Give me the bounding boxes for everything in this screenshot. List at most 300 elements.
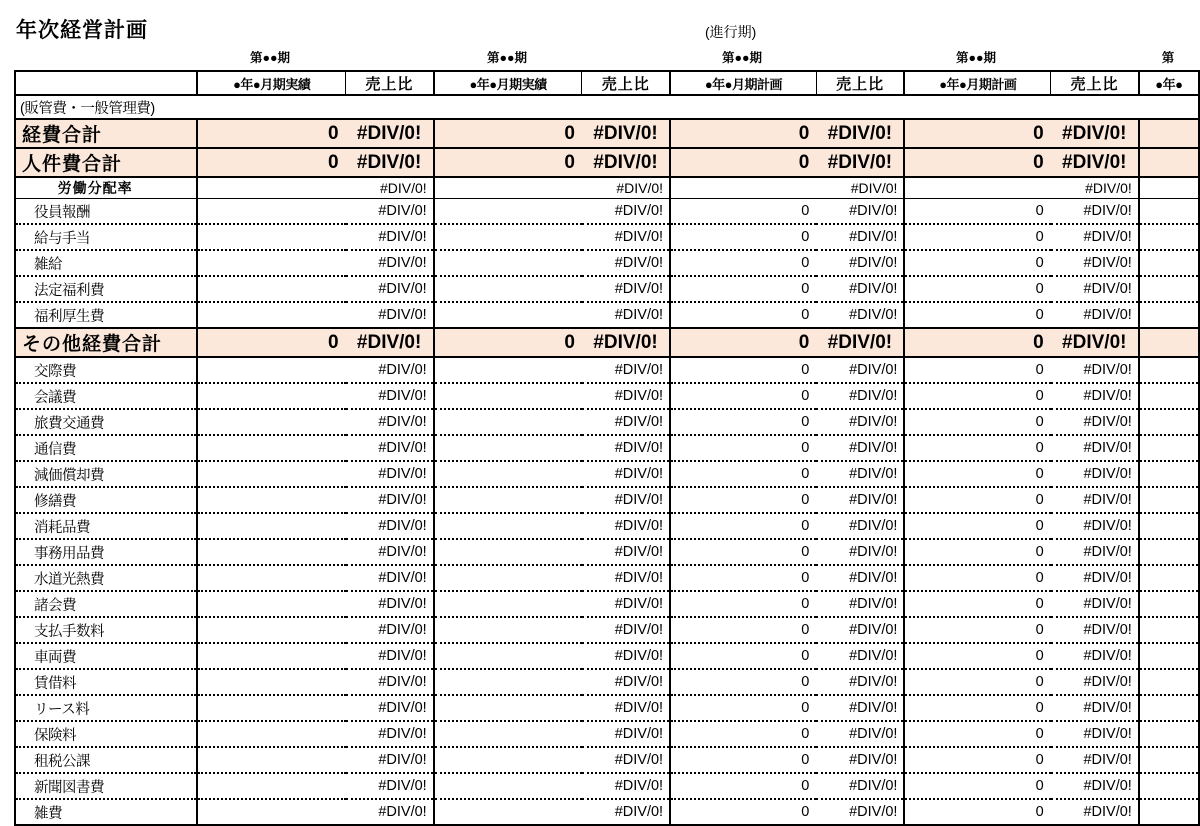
other-expense-item-value-1[interactable]	[197, 461, 345, 487]
labor-item-value-2[interactable]	[434, 199, 582, 225]
labor-item-row	[15, 276, 1199, 302]
labor-item-ratio-1[interactable]: #DIV/0!	[346, 302, 434, 328]
other-expense-item-ratio-4[interactable]: #DIV/0!	[1051, 721, 1139, 747]
other-expense-item-ratio-1[interactable]: #DIV/0!	[346, 461, 434, 487]
other-expense-item-label: 租税公課	[15, 747, 197, 773]
other-expense-item-ratio-2[interactable]: #DIV/0!	[582, 383, 670, 409]
column-header-ratio-4: 売上比	[1051, 71, 1139, 95]
labor-item-label: 給与手当	[15, 224, 197, 250]
other-expense-item-ratio-2[interactable]: #DIV/0!	[582, 617, 670, 643]
other-expense-item-ratio-4[interactable]: #DIV/0!	[1051, 409, 1139, 435]
expense-total-value-1[interactable]: 0	[197, 119, 345, 148]
labor-total-value-3[interactable]: 0	[670, 148, 816, 177]
other-expense-item-ratio-1[interactable]: #DIV/0!	[346, 539, 434, 565]
other-expense-item-value-1[interactable]	[197, 487, 345, 513]
other-expense-item-ratio-1[interactable]: #DIV/0!	[346, 435, 434, 461]
labor-item-ratio-3[interactable]: #DIV/0!	[816, 276, 904, 302]
period-caption-3: 第●●期	[721, 51, 763, 65]
other-expense-item-ratio-1[interactable]: #DIV/0!	[346, 383, 434, 409]
other-expense-item-value-1[interactable]	[197, 513, 345, 539]
other-expense-item-value-3[interactable]: 0	[670, 539, 816, 565]
other-expense-item-ratio-3[interactable]: #DIV/0!	[816, 461, 904, 487]
expense-total-ratio-2[interactable]: #DIV/0!	[582, 119, 670, 148]
other-expense-item-value-5[interactable]	[1139, 669, 1199, 695]
expense-total-ratio-1[interactable]: #DIV/0!	[346, 119, 434, 148]
other-expense-item-ratio-1[interactable]: #DIV/0!	[346, 695, 434, 721]
other-expense-item-ratio-3[interactable]: #DIV/0!	[816, 773, 904, 799]
labor-item-value-5[interactable]	[1139, 224, 1199, 250]
labor-item-value-1[interactable]	[197, 250, 345, 276]
labor-item-value-2[interactable]	[434, 224, 582, 250]
other-expense-item-value-4[interactable]: 0	[904, 721, 1050, 747]
other-expense-item-value-2[interactable]	[434, 773, 582, 799]
other-expense-item-ratio-4[interactable]: #DIV/0!	[1051, 539, 1139, 565]
other-expense-item-value-2[interactable]	[434, 695, 582, 721]
other-expense-item-ratio-3[interactable]: #DIV/0!	[816, 643, 904, 669]
other-expense-item-ratio-3[interactable]: #DIV/0!	[816, 669, 904, 695]
period-caption-2: 第●●期	[486, 51, 528, 65]
expense-total	[15, 119, 1199, 148]
labor-distribution-value-3[interactable]	[670, 177, 816, 199]
other-expense-item-value-5[interactable]	[1139, 357, 1199, 383]
other-expense-item-value-3[interactable]: 0	[670, 773, 816, 799]
labor-total-ratio-4[interactable]: #DIV/0!	[1051, 148, 1139, 177]
other-expense-item-value-1[interactable]	[197, 669, 345, 695]
other-expense-item-row	[15, 513, 1199, 539]
other-expense-item-value-3[interactable]: 0	[670, 695, 816, 721]
other-expense-item-label: 支払手数料	[15, 617, 197, 643]
labor-total-value-1[interactable]: 0	[197, 148, 345, 177]
other-expense-item-value-4[interactable]: 0	[904, 773, 1050, 799]
other-expense-item-ratio-2[interactable]: #DIV/0!	[582, 435, 670, 461]
other-expense-item-row	[15, 799, 1199, 825]
other-expense-item-value-5[interactable]	[1139, 409, 1199, 435]
other-expense-item-value-2[interactable]	[434, 591, 582, 617]
labor-item-value-1[interactable]	[197, 276, 345, 302]
labor-item-ratio-1[interactable]: #DIV/0!	[346, 224, 434, 250]
other-expense-item-ratio-1[interactable]: #DIV/0!	[346, 409, 434, 435]
other-expense-item-value-2[interactable]	[434, 669, 582, 695]
other-expense-item-value-1[interactable]	[197, 383, 345, 409]
other-expense-item-ratio-2[interactable]: #DIV/0!	[582, 799, 670, 825]
other-expense-item-value-4[interactable]: 0	[904, 435, 1050, 461]
other-expense-item-row	[15, 357, 1199, 383]
other-expense-item-value-1[interactable]	[197, 799, 345, 825]
other-expense-item-value-1[interactable]	[197, 617, 345, 643]
other-expense-item-value-4[interactable]: 0	[904, 539, 1050, 565]
labor-distribution-ratio-1[interactable]: #DIV/0!	[346, 177, 434, 199]
labor-item-value-4[interactable]: 0	[904, 224, 1050, 250]
other-expense-item-ratio-3[interactable]: #DIV/0!	[816, 799, 904, 825]
expense-total-value-4[interactable]: 0	[904, 119, 1050, 148]
other-expense-item-value-2[interactable]	[434, 747, 582, 773]
labor-item-ratio-2[interactable]: #DIV/0!	[582, 224, 670, 250]
other-expense-item-row	[15, 539, 1199, 565]
labor-item-value-2[interactable]	[434, 302, 582, 328]
other-expense-item-ratio-1[interactable]: #DIV/0!	[346, 487, 434, 513]
labor-item-value-2[interactable]	[434, 250, 582, 276]
labor-item-value-3[interactable]: 0	[670, 224, 816, 250]
other-expense-item-ratio-4[interactable]: #DIV/0!	[1051, 565, 1139, 591]
other-expense-item-value-1[interactable]	[197, 357, 345, 383]
labor-item-value-3[interactable]: 0	[670, 302, 816, 328]
other-expense-item-ratio-3[interactable]: #DIV/0!	[816, 695, 904, 721]
other-expense-item-ratio-3[interactable]: #DIV/0!	[816, 591, 904, 617]
other-expense-item-value-3[interactable]: 0	[670, 747, 816, 773]
other-expense-item-value-1[interactable]	[197, 721, 345, 747]
other-expense-item-ratio-2[interactable]: #DIV/0!	[582, 409, 670, 435]
other-expense-item-value-5[interactable]	[1139, 747, 1199, 773]
other-expense-item-value-4[interactable]: 0	[904, 487, 1050, 513]
other-expense-item-ratio-1[interactable]: #DIV/0!	[346, 773, 434, 799]
other-expense-item-value-4[interactable]: 0	[904, 799, 1050, 825]
other-expense-item-ratio-1[interactable]: #DIV/0!	[346, 565, 434, 591]
labor-item-ratio-4[interactable]: #DIV/0!	[1051, 224, 1139, 250]
other-expense-item-value-5[interactable]	[1139, 539, 1199, 565]
other-expense-item-value-2[interactable]	[434, 643, 582, 669]
other-expense-item-ratio-1[interactable]: #DIV/0!	[346, 643, 434, 669]
other-expense-item-value-1[interactable]	[197, 695, 345, 721]
other-expense-item-ratio-1[interactable]: #DIV/0!	[346, 721, 434, 747]
other-expense-item-label: 保険料	[15, 721, 197, 747]
labor-distribution-value-2[interactable]	[434, 177, 582, 199]
other-expense-item-ratio-3[interactable]: #DIV/0!	[816, 539, 904, 565]
other-expense-item-value-2[interactable]	[434, 565, 582, 591]
column-header-ratio-3: 売上比	[816, 71, 904, 95]
annual-plan-table	[14, 70, 1200, 826]
other-expense-item-value-2[interactable]	[434, 539, 582, 565]
other-expense-item-row	[15, 409, 1199, 435]
labor-item-value-4[interactable]: 0	[904, 276, 1050, 302]
other-expense-item-value-3[interactable]: 0	[670, 617, 816, 643]
other-expense-item-value-5[interactable]	[1139, 383, 1199, 409]
labor-item-ratio-3[interactable]: #DIV/0!	[816, 199, 904, 225]
other-expense-item-ratio-4[interactable]: #DIV/0!	[1051, 617, 1139, 643]
other-expense-item-row	[15, 747, 1199, 773]
other-expense-item-ratio-1[interactable]: #DIV/0!	[346, 669, 434, 695]
other-expense-item-value-3[interactable]: 0	[670, 513, 816, 539]
labor-item-value-5[interactable]	[1139, 199, 1199, 225]
other-expense-item-row	[15, 461, 1199, 487]
labor-item-ratio-1[interactable]: #DIV/0!	[346, 276, 434, 302]
other-expense-item-ratio-2[interactable]: #DIV/0!	[582, 695, 670, 721]
other-expense-item-value-4[interactable]: 0	[904, 409, 1050, 435]
other-expense-item-ratio-3[interactable]: #DIV/0!	[816, 617, 904, 643]
expense-total-value-2[interactable]: 0	[434, 119, 582, 148]
other-expense-item-row	[15, 383, 1199, 409]
other-expense-item-label: 車両費	[15, 643, 197, 669]
other-expense-item-value-5[interactable]	[1139, 487, 1199, 513]
other-expense-item-label: リース料	[15, 695, 197, 721]
other-expense-item-ratio-1[interactable]: #DIV/0!	[346, 799, 434, 825]
labor-total-value-2[interactable]: 0	[434, 148, 582, 177]
labor-distribution-ratio-2[interactable]: #DIV/0!	[582, 177, 670, 199]
other-expense-total-value-4[interactable]: 0	[904, 328, 1050, 357]
other-expense-item-value-3[interactable]: 0	[670, 487, 816, 513]
other-expense-item-ratio-2[interactable]: #DIV/0!	[582, 357, 670, 383]
other-expense-item-value-3[interactable]: 0	[670, 461, 816, 487]
labor-item-row	[15, 302, 1199, 328]
other-expense-item-label: 新聞図書費	[15, 773, 197, 799]
other-expense-item-ratio-1[interactable]: #DIV/0!	[346, 591, 434, 617]
labor-distribution-label: 労働分配率	[15, 177, 197, 199]
other-expense-item-ratio-3[interactable]: #DIV/0!	[816, 565, 904, 591]
other-expense-item-value-1[interactable]	[197, 773, 345, 799]
other-expense-item-value-5[interactable]	[1139, 565, 1199, 591]
other-expense-item-label: 減価償却費	[15, 461, 197, 487]
labor-item-ratio-3[interactable]: #DIV/0!	[816, 250, 904, 276]
table-header-row	[15, 71, 1199, 95]
other-expense-item-value-5[interactable]	[1139, 773, 1199, 799]
other-expense-item-row	[15, 565, 1199, 591]
other-expense-item-value-2[interactable]	[434, 617, 582, 643]
other-expense-total-value-1[interactable]: 0	[197, 328, 345, 357]
labor-item-label: 役員報酬	[15, 199, 197, 225]
other-expense-item-value-4[interactable]: 0	[904, 461, 1050, 487]
other-expense-item-value-2[interactable]	[434, 409, 582, 435]
other-expense-item-row	[15, 721, 1199, 747]
column-header-ratio-1: 売上比	[346, 71, 434, 95]
labor-item-ratio-2[interactable]: #DIV/0!	[582, 302, 670, 328]
labor-distribution-value-1[interactable]	[197, 177, 345, 199]
other-expense-item-value-5[interactable]	[1139, 643, 1199, 669]
labor-item-value-1[interactable]	[197, 302, 345, 328]
labor-item-value-5[interactable]	[1139, 302, 1199, 328]
other-expense-total-ratio-2[interactable]: #DIV/0!	[582, 328, 670, 357]
other-expense-item-value-5[interactable]	[1139, 695, 1199, 721]
other-expense-item-value-1[interactable]	[197, 435, 345, 461]
other-expense-item-row	[15, 643, 1199, 669]
other-expense-item-ratio-2[interactable]: #DIV/0!	[582, 721, 670, 747]
other-expense-item-value-4[interactable]: 0	[904, 591, 1050, 617]
period-caption-4: 第●●期	[955, 51, 997, 65]
expense-total-value-5[interactable]	[1139, 119, 1199, 148]
other-expense-item-value-3[interactable]: 0	[670, 591, 816, 617]
column-header-value-5: ●年●	[1139, 71, 1199, 95]
other-expense-item-value-2[interactable]	[434, 383, 582, 409]
other-expense-item-value-5[interactable]	[1139, 617, 1199, 643]
other-expense-total-ratio-3[interactable]: #DIV/0!	[816, 328, 904, 357]
labor-total-ratio-2[interactable]: #DIV/0!	[582, 148, 670, 177]
other-expense-item-ratio-3[interactable]: #DIV/0!	[816, 409, 904, 435]
other-expense-item-ratio-4[interactable]: #DIV/0!	[1051, 383, 1139, 409]
labor-total-value-4[interactable]: 0	[904, 148, 1050, 177]
other-expense-item-ratio-4[interactable]: #DIV/0!	[1051, 799, 1139, 825]
column-header-blank	[15, 71, 197, 95]
expense-total-ratio-3[interactable]: #DIV/0!	[816, 119, 904, 148]
labor-distribution-ratio-3[interactable]: #DIV/0!	[816, 177, 904, 199]
labor-item-ratio-2[interactable]: #DIV/0!	[582, 250, 670, 276]
other-expense-item-ratio-4[interactable]: #DIV/0!	[1051, 435, 1139, 461]
other-expense-item-ratio-1[interactable]: #DIV/0!	[346, 617, 434, 643]
other-expense-item-value-3[interactable]: 0	[670, 357, 816, 383]
expense-total-ratio-4[interactable]: #DIV/0!	[1051, 119, 1139, 148]
labor-item-ratio-4[interactable]: #DIV/0!	[1051, 199, 1139, 225]
labor-item-ratio-1[interactable]: #DIV/0!	[346, 250, 434, 276]
labor-item-row	[15, 224, 1199, 250]
labor-distribution-value-5[interactable]	[1139, 177, 1199, 199]
other-expense-total-ratio-4[interactable]: #DIV/0!	[1051, 328, 1139, 357]
expense-total-label: 経費合計	[15, 119, 197, 148]
labor-item-value-1[interactable]	[197, 199, 345, 225]
progress-period-note: (進行期)	[705, 24, 757, 40]
other-expense-item-value-4[interactable]: 0	[904, 695, 1050, 721]
column-header-value-2: ●年●月期実績	[434, 71, 582, 95]
other-expense-item-value-2[interactable]	[434, 721, 582, 747]
labor-item-value-5[interactable]	[1139, 250, 1199, 276]
other-expense-item-ratio-4[interactable]: #DIV/0!	[1051, 773, 1139, 799]
labor-item-value-5[interactable]	[1139, 276, 1199, 302]
other-expense-item-ratio-4[interactable]: #DIV/0!	[1051, 695, 1139, 721]
labor-total-ratio-1[interactable]: #DIV/0!	[346, 148, 434, 177]
other-expense-item-ratio-4[interactable]: #DIV/0!	[1051, 357, 1139, 383]
labor-item-value-1[interactable]	[197, 224, 345, 250]
other-expense-item-value-4[interactable]: 0	[904, 747, 1050, 773]
other-expense-item-ratio-3[interactable]: #DIV/0!	[816, 435, 904, 461]
other-expense-item-ratio-3[interactable]: #DIV/0!	[816, 383, 904, 409]
other-expense-item-ratio-4[interactable]: #DIV/0!	[1051, 643, 1139, 669]
column-header-value-1: ●年●月期実績	[197, 71, 345, 95]
other-expense-item-value-5[interactable]	[1139, 513, 1199, 539]
other-expense-item-label: 雑費	[15, 799, 197, 825]
other-expense-item-ratio-4[interactable]: #DIV/0!	[1051, 669, 1139, 695]
other-expense-item-value-1[interactable]	[197, 747, 345, 773]
other-expense-total-ratio-1[interactable]: #DIV/0!	[346, 328, 434, 357]
other-expense-item-row	[15, 695, 1199, 721]
labor-item-row	[15, 250, 1199, 276]
labor-item-ratio-4[interactable]: #DIV/0!	[1051, 250, 1139, 276]
column-header-value-4: ●年●月期計画	[904, 71, 1050, 95]
other-expense-item-value-3[interactable]: 0	[670, 643, 816, 669]
other-expense-item-value-4[interactable]: 0	[904, 565, 1050, 591]
other-expense-item-value-1[interactable]	[197, 643, 345, 669]
other-expense-item-value-5[interactable]	[1139, 799, 1199, 825]
other-expense-item-value-2[interactable]	[434, 487, 582, 513]
labor-item-value-3[interactable]: 0	[670, 199, 816, 225]
labor-item-value-2[interactable]	[434, 276, 582, 302]
labor-item-ratio-4[interactable]: #DIV/0!	[1051, 302, 1139, 328]
labor-item-value-3[interactable]: 0	[670, 276, 816, 302]
expense-total-value-3[interactable]: 0	[670, 119, 816, 148]
labor-item-value-4[interactable]: 0	[904, 199, 1050, 225]
other-expense-item-ratio-4[interactable]: #DIV/0!	[1051, 487, 1139, 513]
other-expense-item-value-2[interactable]	[434, 513, 582, 539]
labor-item-row	[15, 199, 1199, 225]
other-expense-item-value-3[interactable]: 0	[670, 409, 816, 435]
other-expense-item-ratio-4[interactable]: #DIV/0!	[1051, 591, 1139, 617]
column-header-ratio-2: 売上比	[582, 71, 670, 95]
other-expense-item-value-2[interactable]	[434, 435, 582, 461]
other-expense-item-value-1[interactable]	[197, 409, 345, 435]
other-expense-item-value-5[interactable]	[1139, 721, 1199, 747]
other-expense-total-value-3[interactable]: 0	[670, 328, 816, 357]
other-expense-item-value-2[interactable]	[434, 461, 582, 487]
other-expense-item-value-4[interactable]: 0	[904, 643, 1050, 669]
other-expense-item-ratio-2[interactable]: #DIV/0!	[582, 773, 670, 799]
labor-item-ratio-3[interactable]: #DIV/0!	[816, 302, 904, 328]
labor-total-value-5[interactable]	[1139, 148, 1199, 177]
period-caption-5: 第	[1161, 51, 1175, 65]
other-expense-item-ratio-2[interactable]: #DIV/0!	[582, 669, 670, 695]
other-expense-item-value-1[interactable]	[197, 539, 345, 565]
other-expense-item-value-5[interactable]	[1139, 591, 1199, 617]
other-expense-item-value-3[interactable]: 0	[670, 435, 816, 461]
other-expense-item-ratio-2[interactable]: #DIV/0!	[582, 487, 670, 513]
other-expense-item-value-4[interactable]: 0	[904, 669, 1050, 695]
other-expense-item-value-3[interactable]: 0	[670, 565, 816, 591]
other-expense-item-value-4[interactable]: 0	[904, 383, 1050, 409]
other-expense-item-label: 旅費交通費	[15, 409, 197, 435]
other-expense-item-value-5[interactable]	[1139, 461, 1199, 487]
other-expense-item-ratio-4[interactable]: #DIV/0!	[1051, 513, 1139, 539]
other-expense-item-value-3[interactable]: 0	[670, 799, 816, 825]
other-expense-item-value-1[interactable]	[197, 591, 345, 617]
other-expense-item-ratio-2[interactable]: #DIV/0!	[582, 591, 670, 617]
other-expense-item-ratio-2[interactable]: #DIV/0!	[582, 643, 670, 669]
other-expense-item-value-4[interactable]: 0	[904, 617, 1050, 643]
other-expense-item-value-3[interactable]: 0	[670, 721, 816, 747]
other-expense-item-row	[15, 773, 1199, 799]
other-expense-item-label: 会議費	[15, 383, 197, 409]
other-expense-item-value-2[interactable]	[434, 799, 582, 825]
labor-item-value-4[interactable]: 0	[904, 250, 1050, 276]
other-expense-item-value-3[interactable]: 0	[670, 669, 816, 695]
labor-item-ratio-2[interactable]: #DIV/0!	[582, 276, 670, 302]
labor-total-ratio-3[interactable]: #DIV/0!	[816, 148, 904, 177]
other-expense-item-label: 消耗品費	[15, 513, 197, 539]
labor-item-ratio-3[interactable]: #DIV/0!	[816, 224, 904, 250]
other-expense-item-ratio-3[interactable]: #DIV/0!	[816, 721, 904, 747]
labor-distribution-ratio-4[interactable]: #DIV/0!	[1051, 177, 1139, 199]
other-expense-item-value-4[interactable]: 0	[904, 513, 1050, 539]
other-expense-item-row	[15, 617, 1199, 643]
other-expense-item-ratio-2[interactable]: #DIV/0!	[582, 461, 670, 487]
other-expense-item-value-3[interactable]: 0	[670, 383, 816, 409]
other-expense-item-ratio-3[interactable]: #DIV/0!	[816, 357, 904, 383]
other-expense-item-ratio-4[interactable]: #DIV/0!	[1051, 461, 1139, 487]
other-expense-item-ratio-3[interactable]: #DIV/0!	[816, 747, 904, 773]
other-expense-item-value-1[interactable]	[197, 565, 345, 591]
labor-item-value-3[interactable]: 0	[670, 250, 816, 276]
other-expense-item-ratio-1[interactable]: #DIV/0!	[346, 357, 434, 383]
labor-item-value-4[interactable]: 0	[904, 302, 1050, 328]
other-expense-item-ratio-2[interactable]: #DIV/0!	[582, 539, 670, 565]
other-expense-item-label: 修繕費	[15, 487, 197, 513]
other-expense-item-ratio-1[interactable]: #DIV/0!	[346, 513, 434, 539]
other-expense-total-value-2[interactable]: 0	[434, 328, 582, 357]
other-expense-total	[15, 328, 1199, 357]
labor-item-ratio-1[interactable]: #DIV/0!	[346, 199, 434, 225]
other-expense-item-value-5[interactable]	[1139, 435, 1199, 461]
other-expense-item-value-2[interactable]	[434, 357, 582, 383]
labor-distribution-value-4[interactable]	[904, 177, 1050, 199]
labor-item-ratio-4[interactable]: #DIV/0!	[1051, 276, 1139, 302]
labor-total-label: 人件費合計	[15, 148, 197, 177]
other-expense-item-ratio-2[interactable]: #DIV/0!	[582, 747, 670, 773]
other-expense-item-ratio-4[interactable]: #DIV/0!	[1051, 747, 1139, 773]
other-expense-item-value-4[interactable]: 0	[904, 357, 1050, 383]
labor-item-ratio-2[interactable]: #DIV/0!	[582, 199, 670, 225]
other-expense-total-value-5[interactable]	[1139, 328, 1199, 357]
other-expense-item-ratio-3[interactable]: #DIV/0!	[816, 487, 904, 513]
other-expense-item-ratio-2[interactable]: #DIV/0!	[582, 565, 670, 591]
other-expense-item-ratio-2[interactable]: #DIV/0!	[582, 513, 670, 539]
other-expense-item-row	[15, 669, 1199, 695]
other-expense-item-ratio-3[interactable]: #DIV/0!	[816, 513, 904, 539]
other-expense-item-row	[15, 591, 1199, 617]
other-expense-item-ratio-1[interactable]: #DIV/0!	[346, 747, 434, 773]
period-caption-1: 第●●期	[249, 51, 291, 65]
